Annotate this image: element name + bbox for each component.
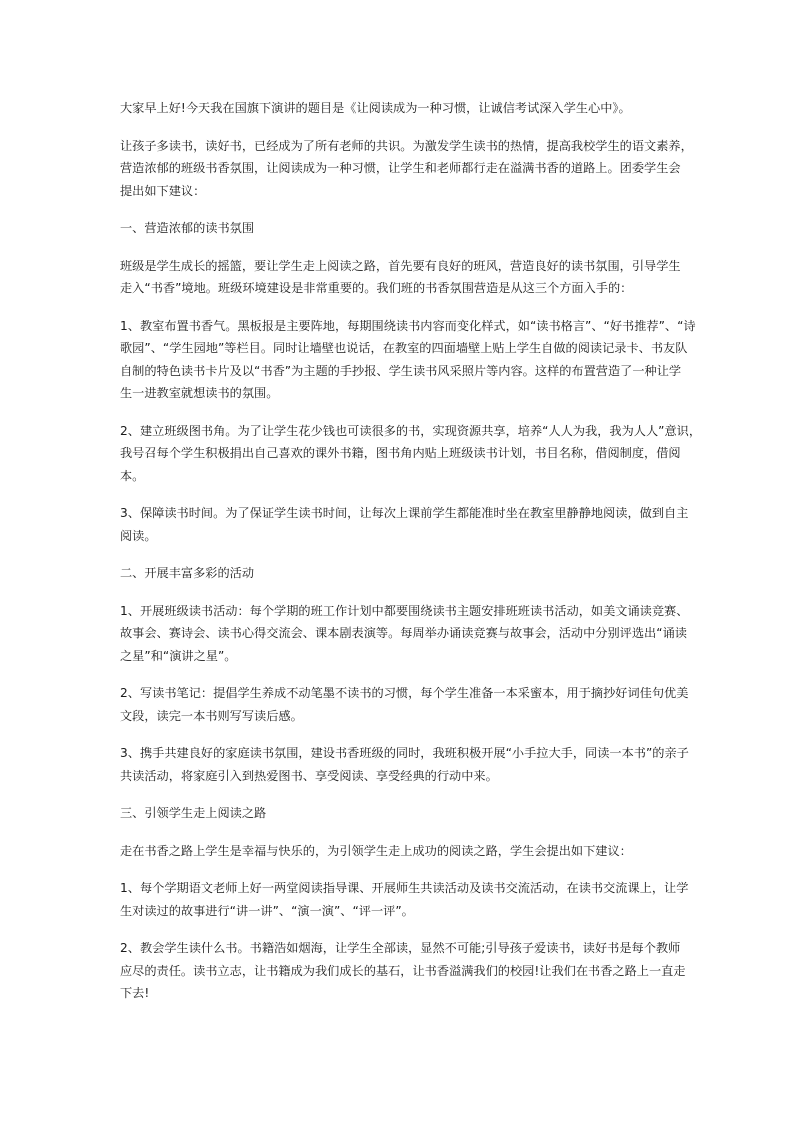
text-line: 营造浓郁的班级书香氛围，让阅读成为一种习惯，让学生和老师都行走在溢满书香的道路上。团委学生会 — [120, 161, 681, 175]
text-line: 我号召每个学生积极捐出自己喜欢的课外书籍，图书角内贴上班级读书计划，书目名称，借阅制度，借阅 — [120, 446, 681, 460]
text-line: 共读活动，将家庭引入到热爱图书、享受阅读、享受经典的行动中来。 — [120, 768, 498, 783]
text-line: 下去! — [120, 986, 150, 1000]
section-3-item-2 — [120, 937, 686, 1005]
text-line: 1、每个学期语文老师上好一两堂阅读指导课、开展师生共读活动及读书交流活动，在读书交流课上，让学 — [120, 881, 689, 895]
section-1-intro — [120, 255, 680, 300]
text-line: 走在书香之路上学生是幸福与快乐的，为引领学生走上成功的阅读之路，学生会提出如下建议： — [120, 843, 632, 858]
text-line: 歌园”、“学生园地”等栏目。同时让墙壁也说话，在教室的四面墙壁上贴上学生自做的阅读记录卡、书友队 — [120, 341, 688, 355]
section-1-item-3 — [120, 502, 689, 547]
text-line: 1、教室布置书香气。黑板报是主要阵地，每期围绕读书内容而变化样式，如“读书格言”、“好书推荐”、“诗 — [120, 318, 696, 333]
section-2-item-2 — [120, 682, 689, 727]
text-line: 阅读。 — [120, 528, 157, 543]
text-line: 2、教会学生读什么书。书籍浩如烟海，让学生全部读，显然不可能;引导孩子爱读书，读好书是每个教师 — [120, 941, 681, 955]
section-heading-1: 一、营造浓郁的读书氛围 — [120, 221, 255, 235]
text-line: 2、建立班级图书角。为了让学生花少钱也可读很多的书，实现资源共享，培养“人人为我，我为人人”意识， — [120, 423, 702, 438]
section-heading-2: 二、开展丰富多彩的活动 — [120, 566, 255, 580]
text-line: 之星”和“演讲之星”。 — [120, 648, 237, 663]
section-1-item-2 — [120, 420, 702, 488]
text-line: 3、携手共建良好的家庭读书氛围，建设书香班级的同时，我班积极开展“小手拉大手，同读一本书”的亲子 — [120, 746, 689, 760]
opening-paragraph — [120, 135, 693, 203]
text-line: 自制的特色读书卡片及以“书香”为主题的手抄报、学生读书风采照片等内容。这样的布置营造了一种让学 — [120, 363, 682, 378]
text-line: 生对读过的故事进行“讲一讲”、“演一演”、“评一评”。 — [120, 903, 414, 918]
text-line: 大家早上好!今天我在国旗下演讲的题目是《让阅读成为一种习惯，让诚信考试深入学生心中》。 — [120, 101, 631, 115]
text-line: 提出如下建议： — [120, 183, 206, 198]
text-line: 3、保障读书时间。为了保证学生读书时间，让每次上课前学生都能准时坐在教室里静静地阅读，做到自主 — [120, 506, 689, 520]
document-body — [120, 97, 702, 1020]
text-line: 本。 — [120, 468, 145, 483]
text-line: 班级是学生成长的摇篮，要让学生走上阅读之路，首先要有良好的班风，营造良好的读书氛围，引导学生 — [120, 258, 681, 273]
section-3-intro — [120, 840, 680, 863]
text-line: 生一进教室就想读书的氛围。 — [120, 386, 279, 400]
text-line: 走入“书香”境地。班级环境建设是非常重要的。我们班的书香氛围营造是从这三个方面入手的： — [120, 281, 633, 295]
text-line: 1、开展班级读书活动：每个学期的班工作计划中都要围绕读书主题安排班班读书活动，如美文诵读竞赛、 — [120, 603, 689, 618]
section-1-item-1 — [120, 315, 696, 405]
section-heading-3: 三、引领学生走上阅读之路 — [120, 806, 267, 820]
text-line: 文段，读完一本书则写写读后感。 — [120, 708, 303, 723]
section-2-item-1 — [120, 600, 689, 668]
text-line: 让孩子多读书，读好书，已经成为了所有老师的共识。为激发学生读书的热情，提高我校学生的语文素养， — [120, 138, 693, 153]
section-3-item-1 — [120, 877, 689, 922]
section-2-item-3 — [120, 742, 689, 787]
intro-paragraph — [120, 97, 680, 120]
text-line: 应尽的责任。读书立志，让书籍成为我们成长的基石，让书香溢满我们的校园!让我们在书香之路上一直走 — [120, 963, 686, 978]
text-line: 故事会、赛诗会、读书心得交流会、课本剧表演等。每周举办诵读竞赛与故事会，活动中分别评选出“诵读 — [120, 626, 687, 640]
text-line: 2、写读书笔记：提倡学生养成不动笔墨不读书的习惯，每个学生准备一本采蜜本，用于摘抄好词佳句优美 — [120, 686, 689, 700]
